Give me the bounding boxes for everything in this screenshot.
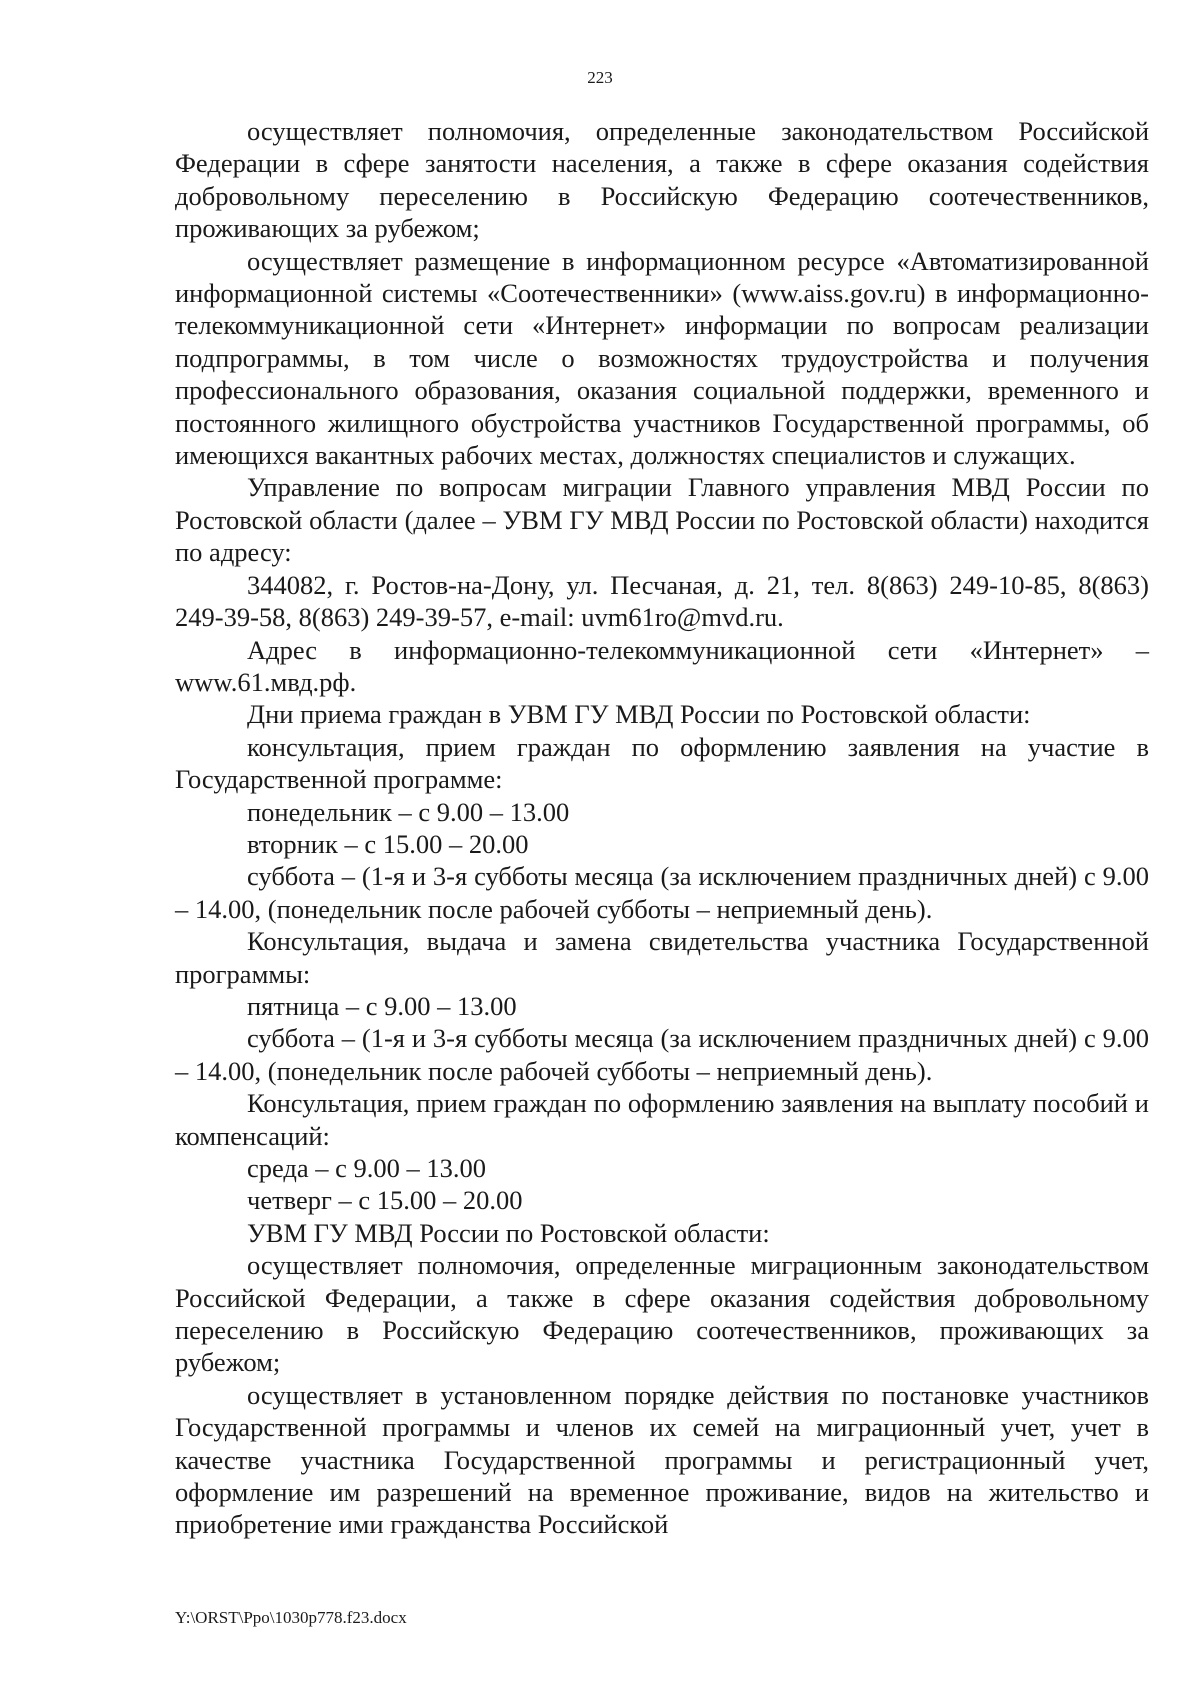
paragraph-info-resource: осуществляет размещение в информационном ресурсе «Автоматизированной информационной системы «Соотечественники» (www.aiss.gov.ru) в информационно-телекоммуникационной сети «Интернет» информации по вопросам реализации подпрограммы, в том числе о возможностях трудоустройства и получения профессионального образования, оказания социальной поддержки, временного и постоянного жилищного обустройства участников Государственной программы, об имеющихся вакантных рабочих местах, должностях специалистов и служащих. xyxy=(175,245,1149,471)
paragraph-registration: осуществляет в установленном порядке действия по постановке участников Государственной программы и членов их семей на миграционный учет, учет в качестве участника Государственной программы и регистрационный учет, оформление им разрешений на временное проживание, видов на жительство и приобретение ими гражданства Российской xyxy=(175,1379,1149,1540)
schedule-monday: понедельник – с 9.00 – 13.00 xyxy=(247,796,570,827)
paragraph-uvm-intro: Управление по вопросам миграции Главного управления МВД России по Ростовской области (далее – УВМ ГУ МВД России по Ростовской области) находится по адресу: xyxy=(175,472,1149,568)
schedule-wednesday: среда – с 9.00 – 13.00 xyxy=(247,1153,487,1183)
paragraph-benefits: Консультация, прием граждан по оформлению заявления на выплату пособий и компенсаций: xyxy=(175,1088,1149,1151)
paragraph-authority-employment: осуществляет полномочия, определенные законодательством Российской Федерации в сфере занятости населения, а также в сфере оказания содействия добровольному переселению в Российскую Федерацию соотечественников, проживающих за рубежом; xyxy=(175,116,1149,244)
paragraph-certificate: Консультация, выдача и замена свидетельства участника Государственной программы: xyxy=(175,926,1149,989)
paragraph-reception-days: Дни приема граждан в УВМ ГУ МВД России по Ростовской области: xyxy=(247,699,1031,730)
page-number: 223 xyxy=(587,68,613,87)
paragraph-website: Адрес в информационно-телекоммуникационной сети «Интернет» – www.61.мвд.рф. xyxy=(175,634,1149,697)
schedule-tuesday: вторник – с 15.00 – 20.00 xyxy=(247,828,529,859)
footer-file-path: Y:\ORST\Ppo\1030p778.f23.docx xyxy=(175,1608,407,1627)
schedule-saturday-1: суббота – (1-я и 3-я субботы месяца (за исключением праздничных дней) с 9.00 – 14.00, (понедельник после рабочей субботы – неприемный день). xyxy=(175,861,1149,924)
paragraph-uvm-heading: УВМ ГУ МВД России по Ростовской области: xyxy=(247,1217,770,1248)
schedule-thursday: четверг – с 15.00 – 20.00 xyxy=(247,1185,523,1216)
paragraph-migration-authority: осуществляет полномочия, определенные миграционным законодательством Российской Федерации, а также в сфере оказания содействия добровольному переселению в Российскую Федерацию соотечественников, проживающих за рубежом; xyxy=(175,1250,1149,1378)
paragraph-consultation-participation: консультация, прием граждан по оформлению заявления на участие в Государственной программе: xyxy=(175,731,1149,795)
paragraph-address: 344082, г. Ростов-на-Дону, ул. Песчаная, д. 21, тел. 8(863) 249-10-85, 8(863) 249-39-58, 8(863) 249-39-57, e-mail: uvm61ro@mvd.ru. xyxy=(175,569,1149,633)
schedule-saturday-2: суббота – (1-я и 3-я субботы месяца (за исключением праздничных дней) с 9.00 – 14.00, (понедельник после рабочей субботы – неприемный день). xyxy=(175,1023,1149,1086)
document-body xyxy=(175,115,1149,1541)
schedule-friday: пятница – с 9.00 – 13.00 xyxy=(247,990,517,1021)
